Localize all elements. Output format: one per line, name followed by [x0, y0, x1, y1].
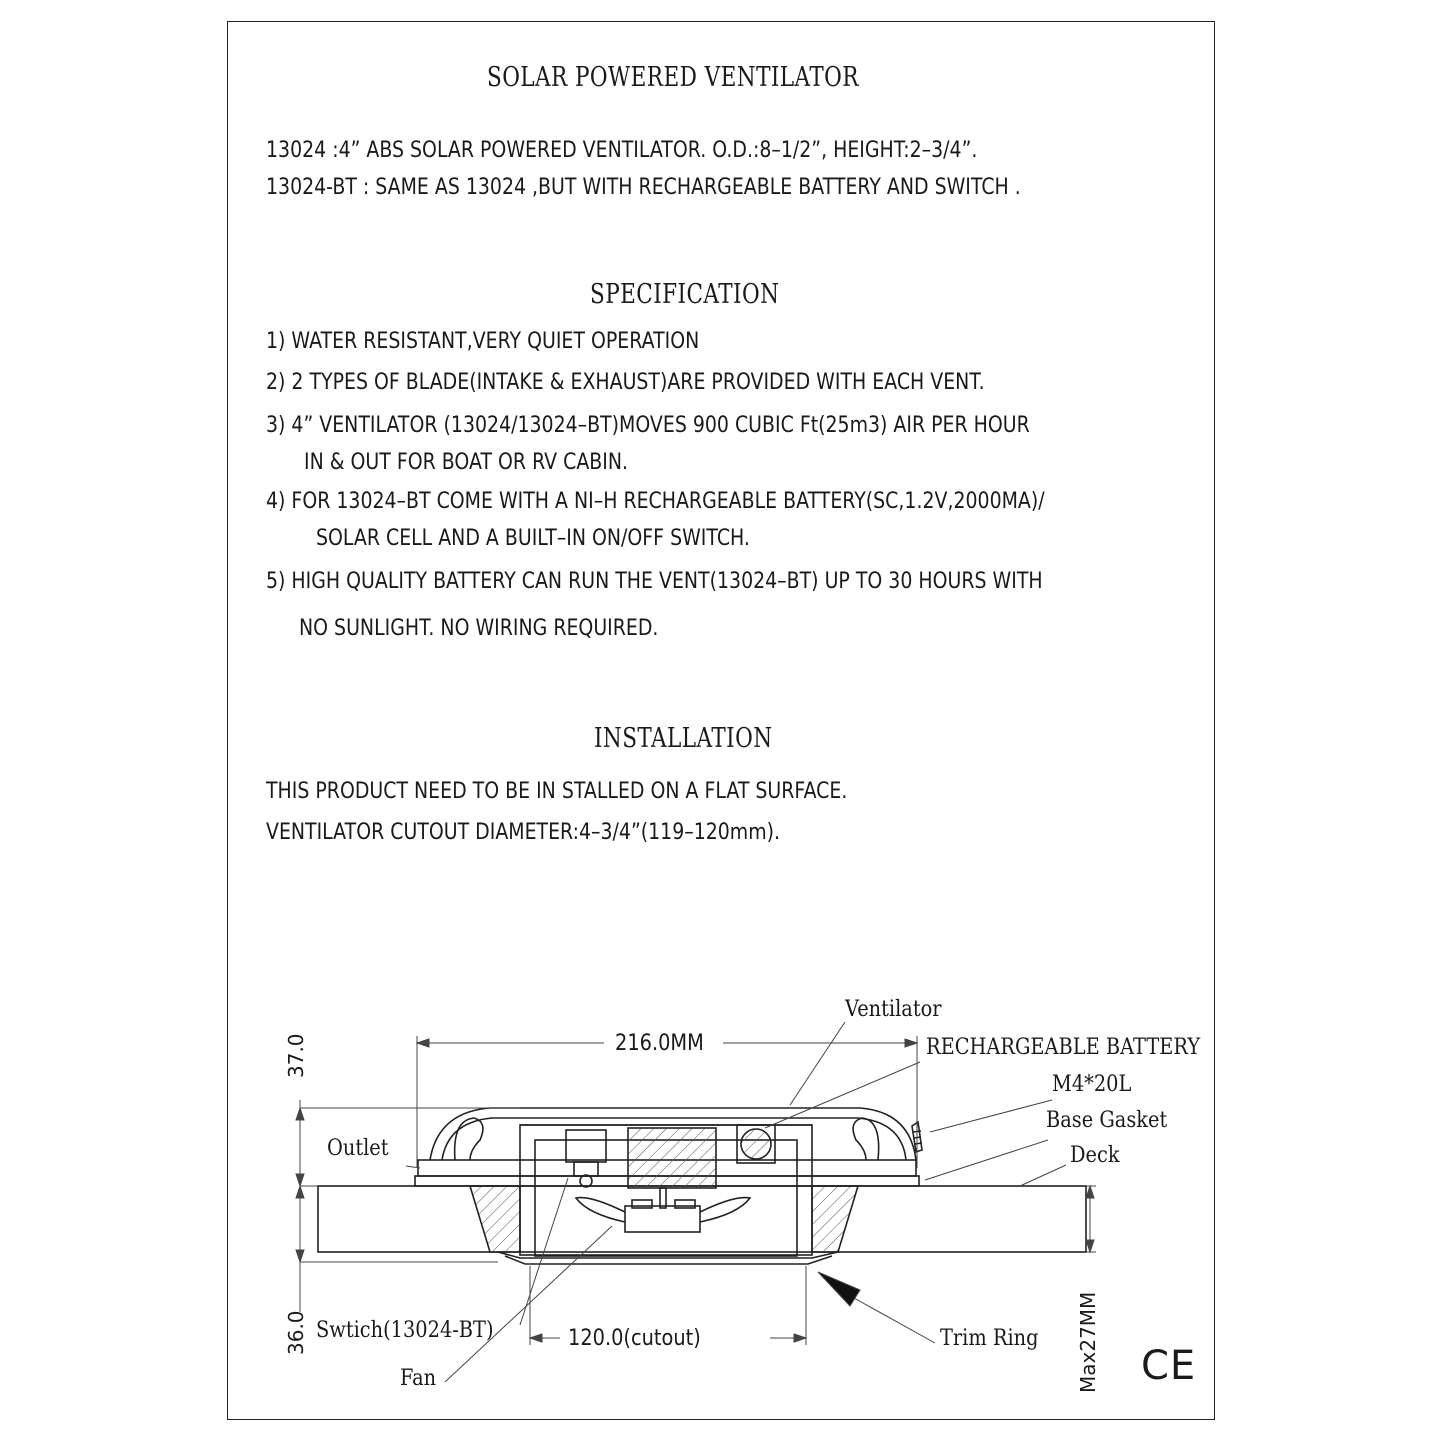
fan-blade-right	[700, 1198, 750, 1222]
motor	[628, 1128, 716, 1188]
dim-cutout: 120.0(cutout)	[568, 1326, 701, 1351]
label-rechargeable-battery: RECHARGEABLE BATTERY	[926, 1035, 1201, 1060]
fan-hub	[625, 1206, 700, 1232]
install-line-1: THIS PRODUCT NEED TO BE IN STALLED ON A FLAT SURFACE.	[266, 779, 848, 804]
leader-fan	[445, 1226, 612, 1382]
leader-gasket	[925, 1140, 1048, 1180]
leader-screw	[930, 1100, 1052, 1132]
spec-line-2: 2) 2 TYPES OF BLADE(INTAKE & EXHAUST)ARE PROVIDED WITH EACH VENT.	[266, 370, 985, 395]
switch-body	[566, 1130, 606, 1162]
leader-ventilator	[790, 1022, 845, 1105]
deck-cut-right	[812, 1186, 858, 1252]
spec-line-3-cont: IN & OUT FOR BOAT OR RV CABIN.	[304, 450, 629, 475]
dim-max-deck: Max27MM	[1076, 1291, 1100, 1393]
leader-trim	[845, 1293, 935, 1343]
spec-line-5-cont: NO SUNLIGHT. NO WIRING REQUIRED.	[299, 616, 659, 641]
label-deck: Deck	[1070, 1143, 1120, 1168]
model-13024-line: 13024 :4” ABS SOLAR POWERED VENTILATOR. O.D.:8–1/2”, HEIGHT:2–3/4”.	[266, 138, 978, 163]
trim-ring-arrow	[818, 1272, 860, 1306]
deck-board	[318, 1186, 1086, 1252]
battery-cell	[741, 1129, 771, 1159]
spec-line-4: 4) FOR 13024–BT COME WITH A NI–H RECHARGEABLE BATTERY(SC,1.2V,2000MA)/	[266, 489, 1045, 514]
label-outlet: Outlet	[327, 1136, 389, 1161]
specification-heading: SPECIFICATION	[590, 279, 780, 310]
spec-line-4-cont: SOLAR CELL AND A BUILT–IN ON/OFF SWITCH.	[316, 526, 750, 551]
fan-blade-left	[576, 1198, 625, 1222]
label-base-gasket: Base Gasket	[1046, 1108, 1168, 1133]
outlet-right	[853, 1118, 879, 1160]
spec-line-5: 5) HIGH QUALITY BATTERY CAN RUN THE VENT(13024–BT) UP TO 30 HOURS WITH	[266, 569, 1043, 594]
installation-heading: INSTALLATION	[594, 723, 773, 754]
spec-line-1: 1) WATER RESISTANT,VERY QUIET OPERATION	[266, 329, 700, 354]
label-screw: M4*20L	[1052, 1072, 1132, 1097]
spec-line-3: 3) 4” VENTILATOR (13024/13024–BT)MOVES 900 CUBIC Ft(25m3) AIR PER HOUR	[266, 413, 1030, 438]
install-line-2: VENTILATOR CUTOUT DIAMETER:4–3/4”(119–120mm).	[266, 820, 781, 845]
dim-width: 216.0MM	[615, 1031, 704, 1056]
page-title: SOLAR POWERED VENTILATOR	[487, 62, 859, 93]
label-trim-ring: Trim Ring	[940, 1326, 1039, 1351]
model-13024-bt-line: 13024-BT : SAME AS 13024 ,BUT WITH RECHARGEABLE BATTERY AND SWITCH .	[266, 175, 1021, 200]
dim-top-height: 37.0	[284, 1033, 308, 1078]
dim-bottom-height: 36.0	[284, 1310, 308, 1355]
label-fan: Fan	[400, 1366, 437, 1391]
label-ventilator: Ventilator	[845, 997, 942, 1022]
ce-mark: CE	[1141, 1343, 1197, 1389]
leader-deck	[1020, 1165, 1066, 1186]
deck-cut-left	[470, 1186, 520, 1252]
label-switch: Swtich(13024-BT)	[316, 1318, 494, 1343]
